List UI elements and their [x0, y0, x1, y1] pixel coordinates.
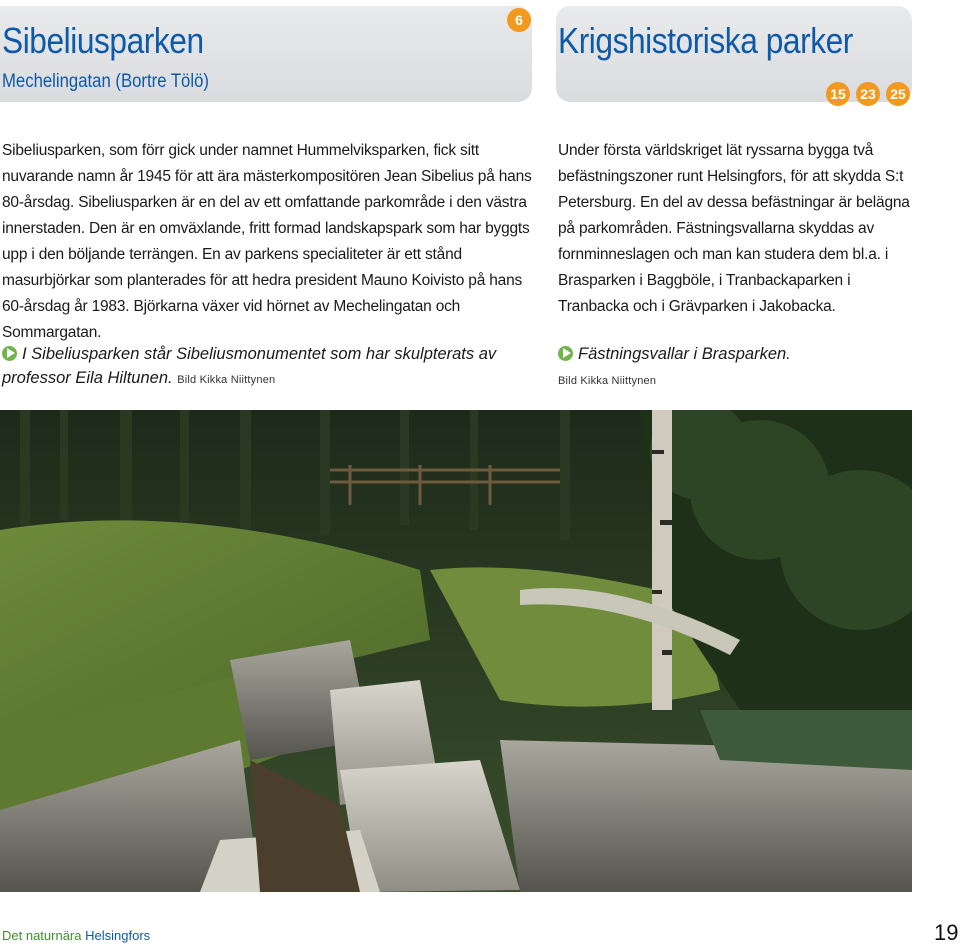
- footer-series: [2, 928, 150, 943]
- right-title: Krigshistoriska parker: [558, 20, 853, 61]
- right-badge-1: 15: [826, 82, 850, 106]
- right-paragraph: Under första världskriget lät ryssarna bygga två befästningszoner runt Helsingfors, för att skydda S:t Petersburg. En del av dessa befästningar är belägna på parkområden. Fästningsvallarna skyddas av fornminneslagen och man kan studera dem bl.a. i Brasparken i Baggböle, i Tranbackaparken i Tranbacka och i Grävparken i Jakobacka.: [558, 142, 910, 315]
- right-credit: Bild Kikka Niittynen: [558, 375, 657, 387]
- left-title: Sibeliusparken: [2, 20, 204, 61]
- right-badge-3: 25: [886, 82, 910, 106]
- left-subtitle: Mechelingatan (Bortre Tölö): [2, 71, 209, 92]
- photo-fortifications: [0, 410, 912, 892]
- footer-city: Helsingfors: [85, 928, 151, 943]
- arrow-right-icon: [2, 346, 17, 361]
- left-caption: I Sibeliusparken står Sibeliusmonumentet som har skulpterats av professor Eila Hiltunen.: [2, 345, 497, 387]
- left-body: [2, 138, 532, 346]
- left-credit: Bild Kikka Niittynen: [177, 374, 276, 386]
- right-body: [558, 138, 912, 320]
- right-caption: Fästningsvallar i Brasparken.: [578, 345, 791, 363]
- footer-series-label: Det naturnära: [2, 928, 82, 943]
- right-caption-block: [558, 342, 912, 393]
- left-caption-block: [2, 342, 542, 392]
- left-badge: 6: [507, 8, 531, 32]
- page-number: 19: [934, 920, 959, 945]
- right-badge-2: 23: [856, 82, 880, 106]
- arrow-right-icon: [558, 346, 573, 361]
- left-paragraph: Sibeliusparken, som förr gick under namnet Hummelviksparken, fick sitt nuvarande namn år 1945 för att ära mästerkompositören Jean Sibelius på hans 80-årsdag. Sibeliusparken är en del av ett omfattande parkområde i den västra innerstaden. Den är en omväxlande, fritt formad landskapspark som har byggts upp i den böljande terrängen. En av parkens specialiteter är ett stånd masurbjörkar som planterades för att hedra president Mauno Koivisto på hans 60-årsdag år 1983. Björkarna växer vid hörnet av Mechelingatan och Sommargatan.: [2, 142, 532, 341]
